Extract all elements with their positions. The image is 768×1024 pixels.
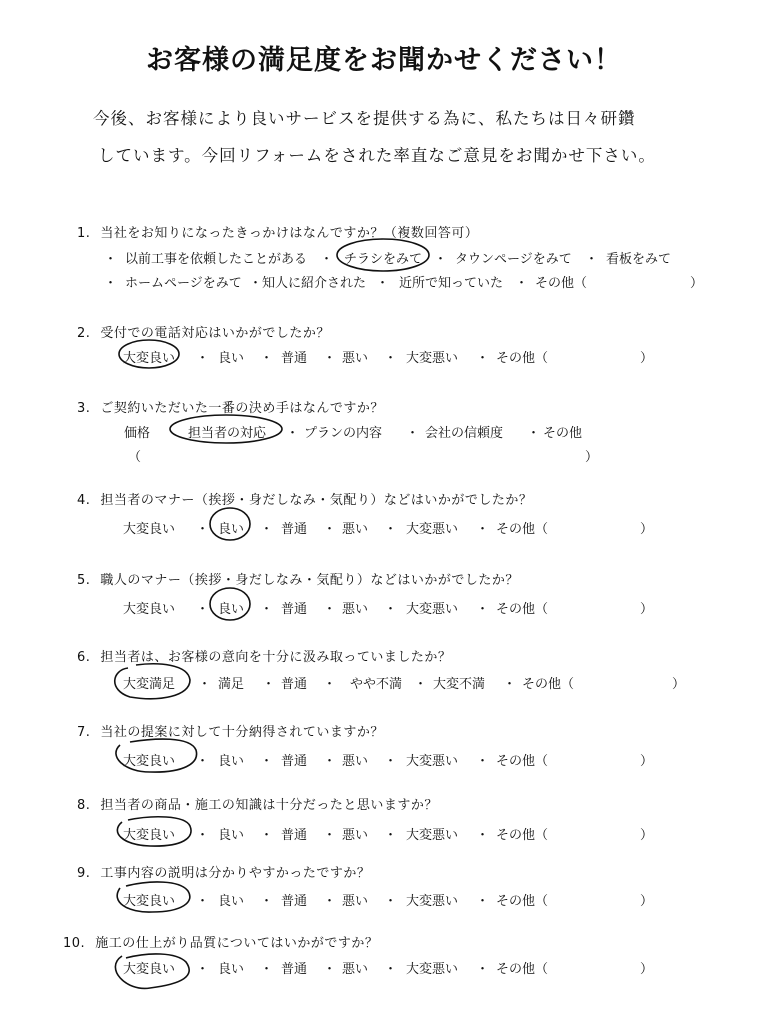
option-friend-referral[interactable]: 知人に紹介された (262, 276, 367, 291)
bullet: ・ (196, 602, 210, 617)
bullet: ・ (260, 522, 274, 537)
question-text: 当社の提案に対して十分納得されていますか？ (100, 725, 384, 740)
option-staff-response[interactable]: 担当者の対応 (188, 426, 267, 441)
paren-close: ） (585, 450, 599, 465)
question-number: 9. (77, 866, 91, 881)
bullet: ・ (260, 351, 274, 366)
option-5[interactable]: 大変不満 (433, 677, 486, 692)
paren-open: （ (128, 450, 142, 465)
bullet: ・ (414, 677, 428, 692)
bullet: ・ (476, 828, 490, 843)
bullet: ・ (476, 522, 490, 537)
option-2[interactable]: 良い (218, 522, 245, 537)
question-text: 職人のマナー（挨拶・身だしなみ・気配り）などはいかがでしたか？ (100, 573, 519, 588)
option-2[interactable]: 良い (218, 602, 245, 617)
question-number: 7. (77, 725, 91, 740)
question-number: 5. (77, 573, 91, 588)
bullet: ・ (260, 828, 274, 843)
question-number: 1. (77, 226, 91, 241)
option-3[interactable]: 普通 (281, 351, 308, 366)
bullet: ・ (323, 522, 337, 537)
bullet: ・ (323, 962, 337, 977)
option-2[interactable]: 良い (218, 894, 245, 909)
bullet: ・ (249, 276, 263, 291)
option-2[interactable]: 良い (218, 962, 245, 977)
option-2[interactable]: 良い (218, 754, 245, 769)
bullet: ・ (196, 894, 210, 909)
bullet: ・ (196, 522, 210, 537)
question-8-options (0, 824, 768, 842)
bullet: ・ (196, 754, 210, 769)
question-text: 施工の仕上がり品質についてはいかがですか？ (95, 936, 379, 951)
bullet: ・ (260, 894, 274, 909)
question-2 (77, 322, 330, 341)
option-other[interactable]: その他（ (496, 522, 549, 537)
option-other[interactable]: その他（ (522, 677, 575, 692)
question-text: 受付での電話対応はいかがでしたか？ (100, 326, 330, 341)
option-price[interactable]: 価格 (124, 426, 151, 441)
question-8 (77, 794, 438, 813)
paren-close: ） (640, 602, 654, 617)
bullet: ・ (196, 828, 210, 843)
option-1[interactable]: 大変良い (123, 754, 176, 769)
bullet: ・ (476, 894, 490, 909)
bullet: ・ (384, 522, 398, 537)
bullet: ・ (198, 677, 212, 692)
bullet: ・ (323, 754, 337, 769)
question-7 (77, 721, 384, 740)
option-1[interactable]: 大変良い (123, 602, 176, 617)
paren-close: ） (640, 828, 654, 843)
option-3[interactable]: 普通 (281, 522, 308, 537)
question-text: 工事内容の説明は分かりやすかったですか？ (100, 866, 371, 881)
question-3 (77, 397, 384, 416)
bullet: ・ (262, 677, 276, 692)
question-text: 担当者のマナー（挨拶・身だしなみ・気配り）などはいかがでしたか？ (100, 493, 533, 508)
option-signboard[interactable]: 看板をみて (606, 252, 672, 267)
option-2[interactable]: 満足 (218, 677, 245, 692)
bullet: ・ (476, 754, 490, 769)
question-9-options (0, 890, 768, 908)
bullet: ・ (476, 962, 490, 977)
question-9 (77, 862, 370, 881)
bullet: ・ (323, 894, 337, 909)
option-other[interactable]: その他（ (496, 894, 549, 909)
option-previous-work[interactable]: 以前工事を依頼したことがある (125, 252, 308, 267)
question-text: 担当者は、お客様の意向を十分に汲み取っていましたか？ (100, 650, 452, 665)
question-number: 2. (77, 326, 91, 341)
option-4[interactable]: 悪い (342, 602, 369, 617)
option-1[interactable]: 大変満足 (123, 677, 176, 692)
option-1[interactable]: 大変良い (123, 351, 176, 366)
option-other[interactable]: その他（ (496, 602, 549, 617)
bullet: ・ (384, 894, 398, 909)
paren-close: ） (690, 276, 704, 291)
question-number: 10. (63, 936, 86, 951)
option-3[interactable]: 普通 (281, 677, 308, 692)
question-text: 当社をお知りになったきっかけはなんですか？（複数回答可） (100, 226, 479, 241)
bullet: ・ (104, 276, 118, 291)
bullet: ・ (384, 602, 398, 617)
option-other[interactable]: その他（ (496, 754, 549, 769)
option-3[interactable]: 普通 (281, 754, 308, 769)
intro-line-2: しています。今回リフォームをされた率直なご意見をお聞かせ下さい。 (98, 146, 656, 165)
bullet: ・ (286, 426, 300, 441)
bullet: ・ (585, 252, 599, 267)
option-5[interactable]: 大変悪い (406, 894, 459, 909)
option-4[interactable]: 悪い (342, 351, 369, 366)
option-1[interactable]: 大変良い (123, 962, 176, 977)
option-other[interactable]: その他（ (496, 828, 549, 843)
question-number: 8. (77, 798, 91, 813)
paren-close: ） (640, 754, 654, 769)
bullet: ・ (434, 252, 448, 267)
option-4[interactable]: 悪い (342, 894, 369, 909)
question-3-options (0, 422, 768, 440)
question-10-options (0, 958, 768, 976)
bullet: ・ (384, 754, 398, 769)
question-1-options-line-1 (0, 248, 768, 266)
option-5[interactable]: 大変悪い (406, 828, 459, 843)
option-plan-content[interactable]: プランの内容 (304, 426, 383, 441)
option-other[interactable]: その他（ (535, 276, 588, 291)
question-5 (77, 569, 519, 588)
paren-close: ） (640, 894, 654, 909)
option-1[interactable]: 大変良い (123, 828, 176, 843)
paren-close: ） (672, 677, 686, 692)
question-5-options (0, 598, 768, 616)
option-other[interactable]: その他（ (496, 962, 549, 977)
question-2-options (0, 347, 768, 365)
option-5[interactable]: 大変悪い (406, 522, 459, 537)
bullet: ・ (323, 677, 337, 692)
question-6-options (0, 673, 768, 691)
option-2[interactable]: 良い (218, 351, 245, 366)
bullet: ・ (323, 602, 337, 617)
option-3[interactable]: 普通 (281, 894, 308, 909)
bullet: ・ (196, 962, 210, 977)
option-4[interactable]: 悪い (342, 962, 369, 977)
bullet: ・ (260, 602, 274, 617)
question-1 (77, 222, 478, 241)
question-6 (77, 646, 451, 665)
option-5[interactable]: 大変悪い (406, 754, 459, 769)
option-neighborhood[interactable]: 近所で知っていた (399, 276, 504, 291)
option-4[interactable]: 悪い (342, 754, 369, 769)
bullet: ・ (376, 276, 390, 291)
bullet: ・ (260, 962, 274, 977)
question-4 (77, 489, 532, 508)
bullet: ・ (323, 828, 337, 843)
option-5[interactable]: 大変悪い (406, 351, 459, 366)
bullet: ・ (384, 828, 398, 843)
option-company-trust[interactable]: 会社の信頼度 (425, 426, 504, 441)
option-4[interactable]: 悪い (342, 522, 369, 537)
question-number: 4. (77, 493, 91, 508)
option-5[interactable]: 大変悪い (406, 962, 459, 977)
option-town-page[interactable]: タウンページをみて (455, 252, 572, 267)
bullet: ・ (476, 351, 490, 366)
page-title: お客様の満足度をお聞かせください！ (146, 45, 622, 76)
option-3[interactable]: 普通 (281, 828, 308, 843)
question-7-options (0, 750, 768, 768)
option-1[interactable]: 大変良い (123, 522, 176, 537)
intro-line-1: 今後、お客様により良いサービスを提供する為に、私たちは日々研鑽 (93, 109, 636, 128)
bullet: ・ (515, 276, 529, 291)
question-number: 3. (77, 401, 91, 416)
bullet: ・ (104, 252, 118, 267)
question-4-options (0, 518, 768, 536)
option-other[interactable]: その他（ (496, 351, 549, 366)
question-1-options-line-2 (0, 272, 768, 290)
paren-close: ） (640, 962, 654, 977)
bullet: ・ (503, 677, 517, 692)
option-3[interactable]: 普通 (281, 602, 308, 617)
bullet: ・ (527, 426, 541, 441)
option-homepage[interactable]: ホームページをみて (125, 276, 242, 291)
bullet: ・ (406, 426, 420, 441)
bullet: ・ (196, 351, 210, 366)
bullet: ・ (323, 351, 337, 366)
bullet: ・ (476, 602, 490, 617)
question-3-other-field (0, 446, 768, 464)
option-3[interactable]: 普通 (281, 962, 308, 977)
question-number: 6. (77, 650, 91, 665)
option-4[interactable]: やや不満 (350, 677, 403, 692)
bullet: ・ (320, 252, 334, 267)
option-flyer[interactable]: チラシをみて (344, 252, 423, 267)
bullet: ・ (260, 754, 274, 769)
question-text: 担当者の商品・施工の知識は十分だったと思いますか？ (100, 798, 438, 813)
question-10 (63, 932, 378, 951)
option-other[interactable]: その他 (543, 426, 583, 441)
option-1[interactable]: 大変良い (123, 894, 176, 909)
paren-close: ） (640, 351, 654, 366)
option-5[interactable]: 大変悪い (406, 602, 459, 617)
paren-close: ） (640, 522, 654, 537)
option-2[interactable]: 良い (218, 828, 245, 843)
question-text: ご契約いただいた一番の決め手はなんですか？ (100, 401, 384, 416)
bullet: ・ (384, 962, 398, 977)
option-4[interactable]: 悪い (342, 828, 369, 843)
bullet: ・ (384, 351, 398, 366)
